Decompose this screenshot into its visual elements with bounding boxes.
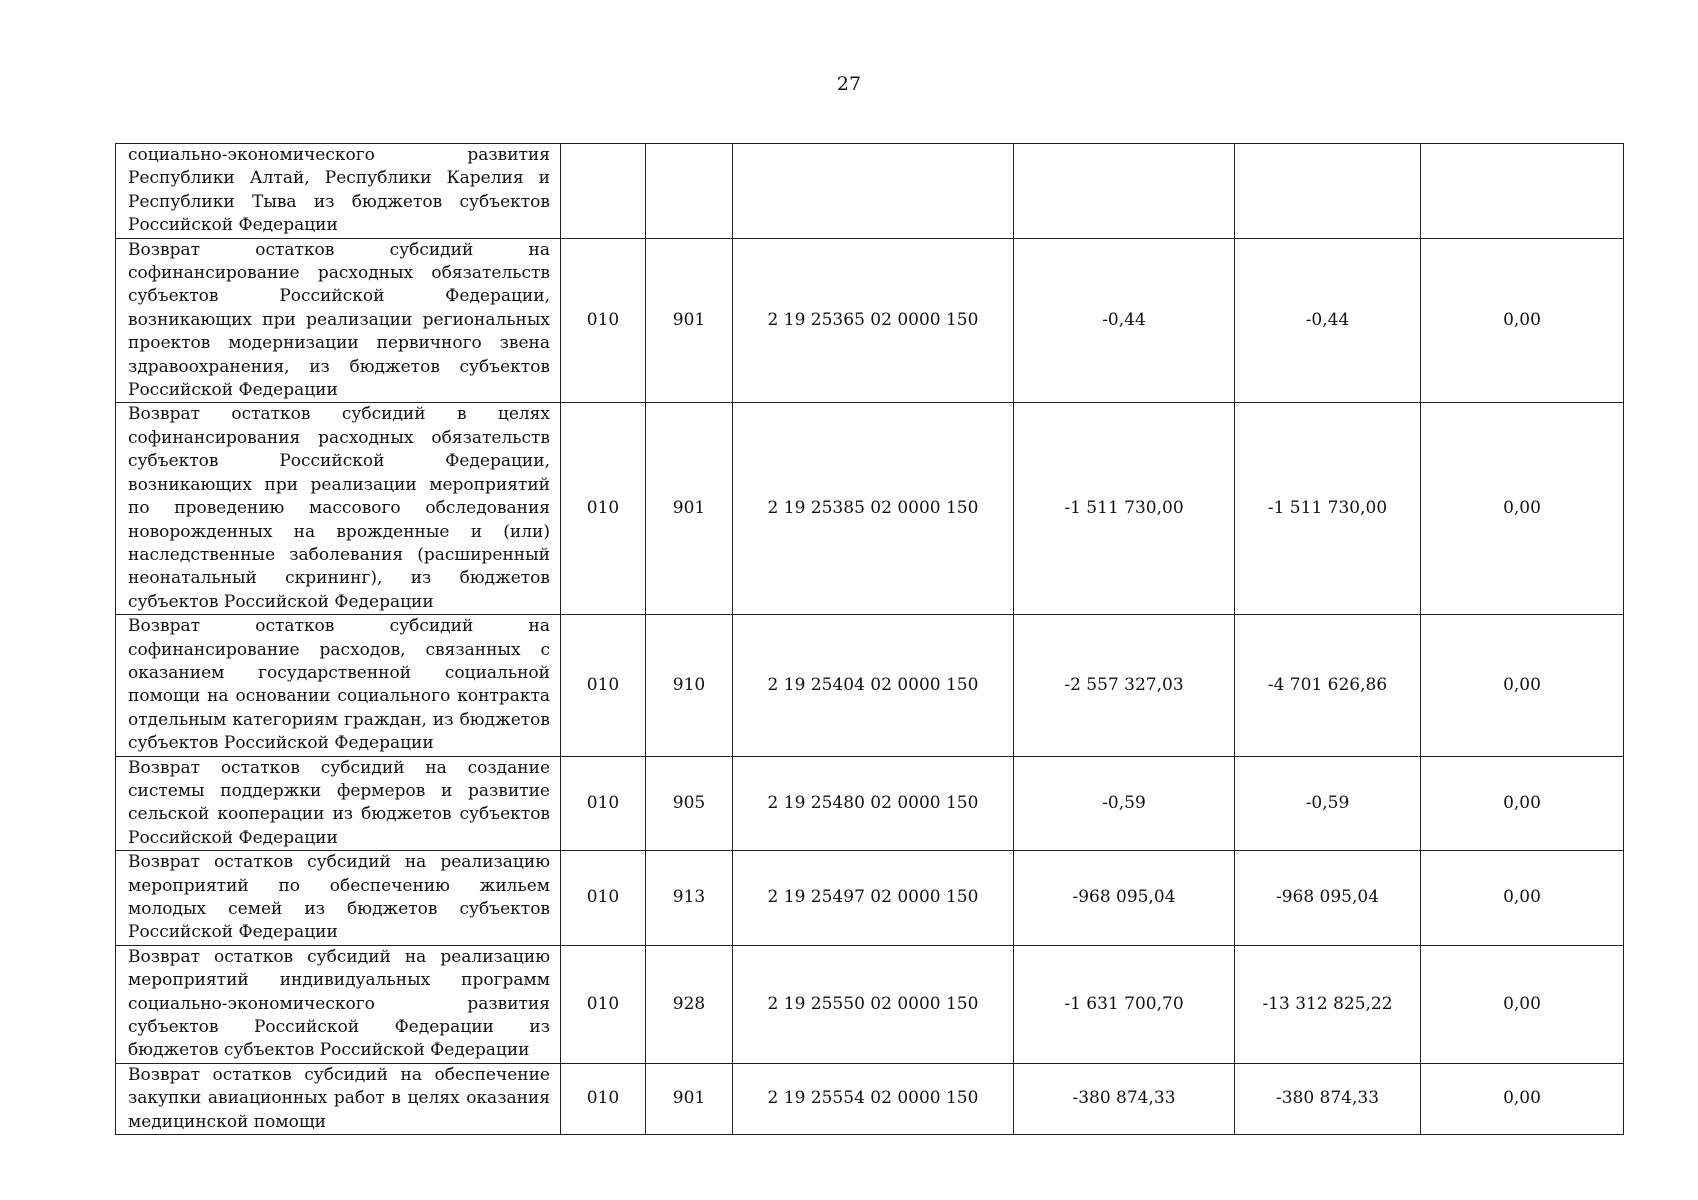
row-amount1: -1 631 700,70 xyxy=(1014,945,1235,1063)
row-amount3: 0,00 xyxy=(1421,1063,1624,1134)
row-amount2: -4 701 626,86 xyxy=(1235,615,1421,756)
row-col1: 010 xyxy=(561,756,646,851)
row-col2: 901 xyxy=(646,1063,733,1134)
row-code: 2 19 25497 02 0000 150 xyxy=(733,851,1014,946)
row-amount2: -13 312 825,22 xyxy=(1235,945,1421,1063)
row-description: Возврат остатков субсидий на софинансирование расходов, связанных с оказанием государственной социальной помощи на основании социального контракта отдельным категориям граждан, из бюджетов субъектов Российской Федерации xyxy=(116,615,561,756)
row-col2: 901 xyxy=(646,238,733,403)
row-description: Возврат остатков субсидий на реализацию мероприятий по обеспечению жильем молодых семей из бюджетов субъектов Российской Федерации xyxy=(116,851,561,946)
table-row xyxy=(116,615,1624,756)
row-amount3 xyxy=(1421,144,1624,239)
table-row xyxy=(116,756,1624,851)
row-amount2: -380 874,33 xyxy=(1235,1063,1421,1134)
row-description: Возврат остатков субсидий на реализацию мероприятий индивидуальных программ социально-экономического развития субъектов Российской Федерации из бюджетов субъектов Российской Федерации xyxy=(116,945,561,1063)
row-col2 xyxy=(646,144,733,239)
row-description: социально-экономического развития Республики Алтай, Республики Карелия и Республики Тыва из бюджетов субъектов Российской Федерации xyxy=(116,144,561,239)
row-amount1: -1 511 730,00 xyxy=(1014,403,1235,615)
row-amount2 xyxy=(1235,144,1421,239)
row-amount1: -2 557 327,03 xyxy=(1014,615,1235,756)
row-code: 2 19 25404 02 0000 150 xyxy=(733,615,1014,756)
row-col2: 905 xyxy=(646,756,733,851)
row-col1: 010 xyxy=(561,945,646,1063)
row-col1 xyxy=(561,144,646,239)
row-col1: 010 xyxy=(561,403,646,615)
row-code: 2 19 25365 02 0000 150 xyxy=(733,238,1014,403)
page-number: 27 xyxy=(836,73,862,95)
row-description: Возврат остатков субсидий в целях софинансирования расходных обязательств субъектов Российской Федерации, возникающих при реализации мероприятий по проведению массового обследования новорожденных на врожденные и (или) наследственные заболевания (расширенный неонатальный скрининг), из бюджетов субъектов Российской Федерации xyxy=(116,403,561,615)
row-code: 2 19 25550 02 0000 150 xyxy=(733,945,1014,1063)
row-amount1: -0,59 xyxy=(1014,756,1235,851)
row-col1: 010 xyxy=(561,615,646,756)
row-code: 2 19 25385 02 0000 150 xyxy=(733,403,1014,615)
row-amount1: -0,44 xyxy=(1014,238,1235,403)
row-amount2: -1 511 730,00 xyxy=(1235,403,1421,615)
row-amount3: 0,00 xyxy=(1421,238,1624,403)
row-col2: 928 xyxy=(646,945,733,1063)
table-row xyxy=(116,1063,1624,1134)
row-col1: 010 xyxy=(561,238,646,403)
row-amount3: 0,00 xyxy=(1421,403,1624,615)
row-col1: 010 xyxy=(561,851,646,946)
row-amount2: -968 095,04 xyxy=(1235,851,1421,946)
row-code: 2 19 25480 02 0000 150 xyxy=(733,756,1014,851)
row-amount3: 0,00 xyxy=(1421,615,1624,756)
table-row xyxy=(116,945,1624,1063)
row-amount2: -0,44 xyxy=(1235,238,1421,403)
row-col1: 010 xyxy=(561,1063,646,1134)
budget-table xyxy=(115,143,1624,1135)
row-code xyxy=(733,144,1014,239)
row-amount1: -968 095,04 xyxy=(1014,851,1235,946)
table-row xyxy=(116,403,1624,615)
row-description: Возврат остатков субсидий на создание системы поддержки фермеров и развитие сельской кооперации из бюджетов субъектов Российской Федерации xyxy=(116,756,561,851)
row-description: Возврат остатков субсидий на софинансирование расходных обязательств субъектов Российской Федерации, возникающих при реализации региональных проектов модернизации первичного звена здравоохранения, из бюджетов субъектов Российской Федерации xyxy=(116,238,561,403)
table-row xyxy=(116,144,1624,239)
row-amount1: -380 874,33 xyxy=(1014,1063,1235,1134)
row-code: 2 19 25554 02 0000 150 xyxy=(733,1063,1014,1134)
row-col2: 901 xyxy=(646,403,733,615)
table-row xyxy=(116,851,1624,946)
row-amount3: 0,00 xyxy=(1421,851,1624,946)
row-col2: 910 xyxy=(646,615,733,756)
table-row xyxy=(116,238,1624,403)
row-col2: 913 xyxy=(646,851,733,946)
row-amount3: 0,00 xyxy=(1421,945,1624,1063)
row-amount3: 0,00 xyxy=(1421,756,1624,851)
row-description: Возврат остатков субсидий на обеспечение закупки авиационных работ в целях оказания медицинской помощи xyxy=(116,1063,561,1134)
row-amount1 xyxy=(1014,144,1235,239)
row-amount2: -0,59 xyxy=(1235,756,1421,851)
